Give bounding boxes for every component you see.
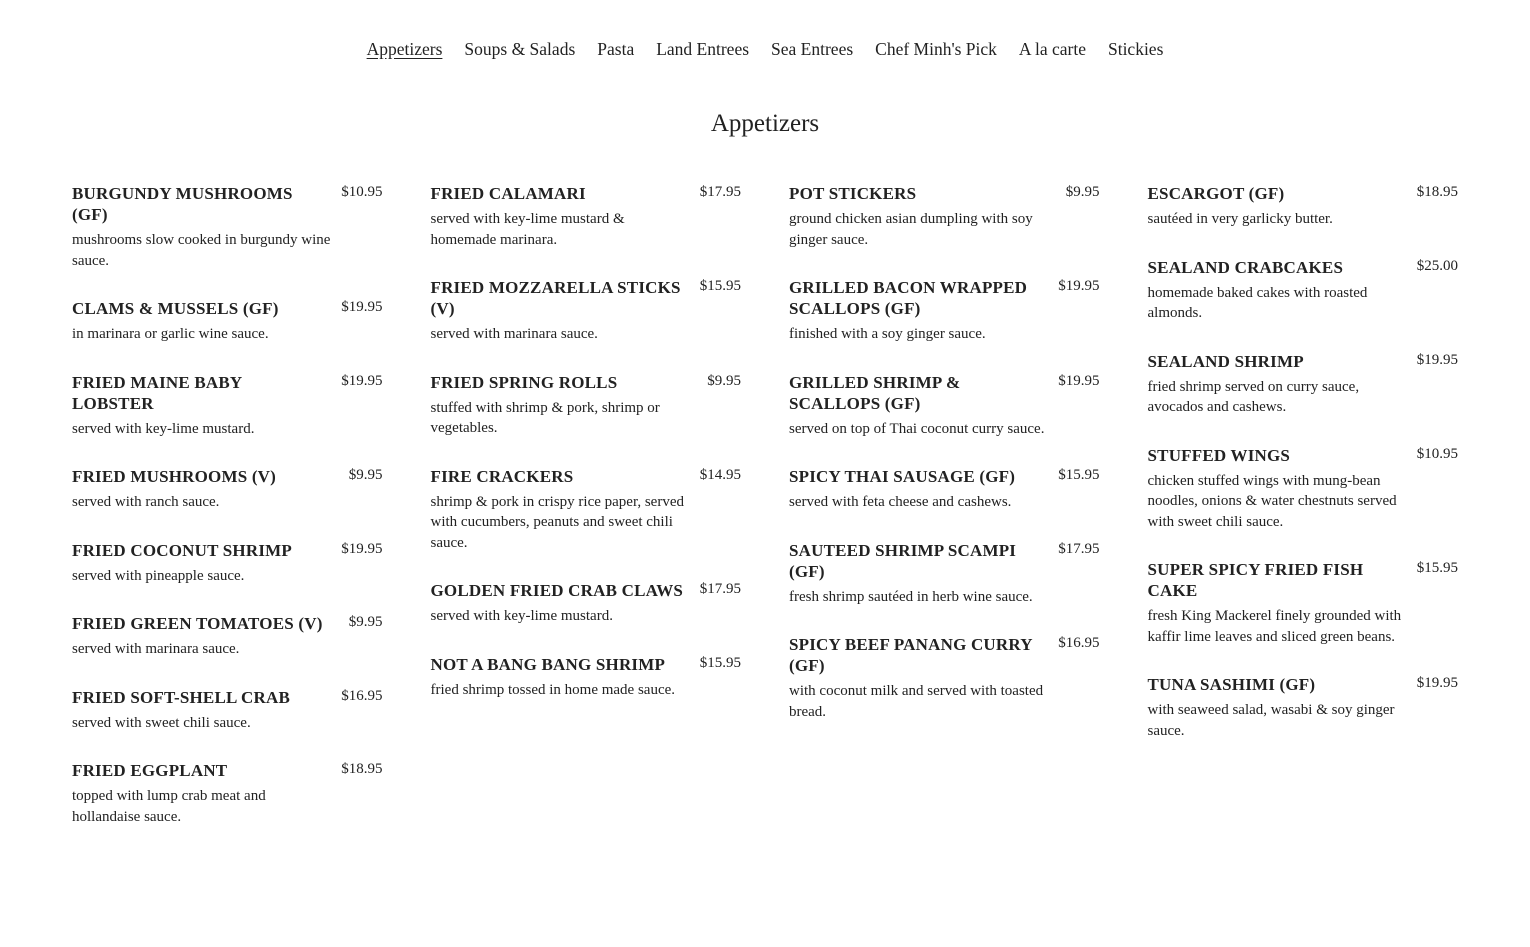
nav-link-a-la-carte[interactable]: A la carte <box>1018 39 1086 59</box>
menu-item-price: $15.95 <box>699 278 741 294</box>
menu-item-header <box>431 372 742 393</box>
menu-item-header <box>431 466 742 487</box>
menu-item <box>72 613 383 660</box>
menu-item-price: $16.95 <box>1058 635 1100 651</box>
menu-item <box>431 277 742 345</box>
menu-item-price: $9.95 <box>707 372 741 389</box>
menu-item <box>1148 674 1459 741</box>
menu-item-name: SPICY BEEF PANANG CURRY (GF) <box>789 635 1033 675</box>
menu-item-name: NOT A BANG BANG SHRIMP <box>430 654 666 674</box>
menu-item-price: $19.95 <box>341 299 383 315</box>
menu-item <box>789 372 1100 440</box>
menu-item <box>789 634 1100 722</box>
menu-item-description: fried shrimp served on curry sauce, avocados and cashews. <box>1147 378 1360 415</box>
menu-item-price: $15.95 <box>1416 560 1458 576</box>
menu-item-name: FIRE CRACKERS <box>430 466 574 486</box>
menu-item-name: BURGUNDY MUSHROOMS (GF) <box>72 184 293 224</box>
menu-item-description: shrimp & pork in crispy rice paper, served with cucumbers, peanuts and sweet chili sauce. <box>430 493 684 551</box>
menu-item-name: FRIED MAINE BABY LOBSTER <box>72 372 242 413</box>
menu-item-name: FRIED COCONUT SHRIMP <box>72 540 292 560</box>
menu-item-header <box>431 183 742 204</box>
menu-item-name: POT STICKERS <box>789 184 917 203</box>
menu-item-price: $10.95 <box>341 184 383 200</box>
menu-item <box>431 654 742 701</box>
menu-item <box>72 760 383 827</box>
menu-item <box>1148 257 1459 324</box>
menu-item-header <box>1148 183 1459 204</box>
menu-item-name: SPICY THAI SAUSAGE (GF) <box>789 467 1016 486</box>
menu-item-header <box>1148 257 1459 278</box>
menu-item-name: GOLDEN FRIED CRAB CLAWS <box>430 581 684 600</box>
menu-column-2 <box>431 183 742 854</box>
menu-item <box>431 466 742 554</box>
menu-item-name: SEALAND CRABCAKES <box>1147 257 1344 277</box>
menu-item-price: $9.95 <box>348 614 383 630</box>
menu-item-header <box>789 372 1100 414</box>
nav-link-chef-minhs-pick[interactable]: Chef Minh's Pick <box>875 39 997 59</box>
menu-item <box>431 580 742 627</box>
menu-item-description: with coconut milk and served with toasted bread. <box>789 683 1044 720</box>
menu-item-name: GRILLED BACON WRAPPED SCALLOPS (GF) <box>789 278 1028 318</box>
menu-item-description: finished with a soy ginger sauce. <box>789 326 986 342</box>
menu-item-description: served with key-lime mustard. <box>430 608 613 624</box>
menu-item <box>72 540 383 587</box>
menu-item-header <box>789 466 1100 487</box>
menu-item-price: $15.95 <box>1058 467 1100 483</box>
menu-item-description: stuffed with shrimp & pork, shrimp or vegetables. <box>430 399 660 436</box>
menu-item-description: served with key-lime mustard. <box>72 420 255 437</box>
menu-item-name: CLAMS & MUSSELS (GF) <box>72 299 279 318</box>
menu-item-description: served with feta cheese and cashews. <box>789 494 1012 510</box>
menu-item-name: SUPER SPICY FRIED FISH CAKE <box>1147 560 1364 600</box>
menu-item-header <box>72 466 383 487</box>
menu-item-header <box>72 613 383 634</box>
menu-item-name: GRILLED SHRIMP & SCALLOPS (GF) <box>789 372 961 413</box>
menu-item-header <box>1148 674 1459 695</box>
menu-item <box>431 372 742 439</box>
menu-item-price: $17.95 <box>699 581 741 597</box>
menu-item-description: topped with lump crab meat and hollandaise sauce. <box>72 788 266 825</box>
menu-item <box>72 372 383 440</box>
menu-item-name: FRIED MUSHROOMS (V) <box>72 467 277 486</box>
menu-item-name: FRIED CALAMARI <box>430 184 586 203</box>
menu-item-header <box>72 687 383 708</box>
menu-item-price: $19.95 <box>1416 351 1458 368</box>
menu-item-price: $19.95 <box>1058 278 1100 294</box>
nav-link-land-entrees[interactable]: Land Entrees <box>656 39 750 59</box>
menu-column-4 <box>1148 183 1459 854</box>
menu-item-name: ESCARGOT (GF) <box>1147 184 1285 203</box>
category-nav <box>0 37 1530 61</box>
menu-item <box>789 466 1100 513</box>
menu-item-description: served on top of Thai coconut curry sauce. <box>789 420 1045 437</box>
menu-item <box>72 183 383 271</box>
menu-item-header <box>789 540 1100 582</box>
menu-item <box>1148 559 1459 647</box>
menu-item-price: $15.95 <box>699 654 741 671</box>
nav-link-appetizers[interactable]: Appetizers <box>366 39 443 59</box>
menu-item-name: FRIED MOZZARELLA STICKS (V) <box>430 278 681 318</box>
menu-item-header <box>789 277 1100 319</box>
menu-item <box>789 540 1100 608</box>
menu-item <box>1148 445 1459 533</box>
menu-item <box>789 183 1100 250</box>
nav-link-sea-entrees[interactable]: Sea Entrees <box>771 39 854 59</box>
menu-item-price: $17.95 <box>699 184 741 200</box>
menu-item-description: chicken stuffed wings with mung-bean noodles, onions & water chestnuts served with sweet chili sauce. <box>1147 472 1397 530</box>
menu-item-name: STUFFED WINGS <box>1147 445 1291 465</box>
menu-item-price: $17.95 <box>1058 540 1100 557</box>
menu-column-3 <box>789 183 1100 854</box>
menu-item <box>72 687 383 734</box>
menu-item <box>72 298 383 345</box>
menu-item-description: fried shrimp tossed in home made sauce. <box>430 681 676 698</box>
menu-item-header <box>72 540 383 561</box>
menu-item-header <box>431 654 742 675</box>
menu-item-description: served with pineapple sauce. <box>72 567 245 584</box>
menu-item-header <box>789 634 1100 676</box>
nav-link-soups-salads[interactable]: Soups & Salads <box>464 39 576 59</box>
menu-item-description: mushrooms slow cooked in burgundy wine sauce. <box>72 232 331 269</box>
menu-item-description: served with sweet chili sauce. <box>72 714 251 731</box>
menu-item-price: $9.95 <box>348 467 383 483</box>
menu-item-price: $18.95 <box>1416 184 1458 200</box>
menu-columns <box>72 183 1458 854</box>
menu-item-price: $25.00 <box>1416 257 1458 274</box>
menu-item-description: served with marinara sauce. <box>430 326 598 342</box>
menu-item-name: FRIED GREEN TOMATOES (V) <box>72 614 323 633</box>
nav-link-pasta[interactable]: Pasta <box>597 39 635 59</box>
menu-item-price: $19.95 <box>341 540 383 557</box>
menu-item-price: $19.95 <box>1058 372 1100 389</box>
menu-item-price: $19.95 <box>341 372 383 389</box>
menu-item-price: $14.95 <box>699 466 741 483</box>
menu-item <box>1148 351 1459 418</box>
menu-item-price: $9.95 <box>1065 184 1100 200</box>
menu-item <box>72 466 383 513</box>
menu-item-name: FRIED SOFT-SHELL CRAB <box>72 687 291 707</box>
menu-item-header <box>1148 445 1459 466</box>
menu-item-price: $18.95 <box>341 761 383 777</box>
section-title: Appetizers <box>710 110 820 137</box>
menu-item-header <box>72 298 383 319</box>
menu-item-description: with seaweed salad, wasabi & soy ginger sauce. <box>1147 702 1395 739</box>
menu-column-1 <box>72 183 383 854</box>
menu-item-header <box>72 372 383 414</box>
menu-item-header <box>72 183 383 225</box>
menu-item-header <box>789 183 1100 204</box>
menu-item-description: in marinara or garlic wine sauce. <box>72 326 269 342</box>
menu-item-price: $19.95 <box>1416 675 1458 691</box>
menu-item-description: ground chicken asian dumpling with soy ginger sauce. <box>789 211 1033 248</box>
menu-item-description: fresh King Mackerel finely grounded with kaffir lime leaves and sliced green beans. <box>1147 608 1402 645</box>
menu-item-description: served with marinara sauce. <box>72 641 240 657</box>
menu-item-name: SEALAND SHRIMP <box>1147 351 1304 371</box>
menu-item-name: FRIED EGGPLANT <box>72 761 228 780</box>
menu-item-header <box>1148 351 1459 372</box>
menu-item-description: served with key-lime mustard & homemade marinara. <box>430 211 625 248</box>
menu-item-header <box>431 580 742 601</box>
menu-item-description: served with ranch sauce. <box>72 494 220 510</box>
menu-item-header <box>72 760 383 781</box>
menu-item <box>431 183 742 250</box>
menu-item-name: TUNA SASHIMI (GF) <box>1147 675 1316 694</box>
menu-item-header <box>431 277 742 319</box>
menu-item-header <box>1148 559 1459 601</box>
nav-link-stickies[interactable]: Stickies <box>1107 39 1164 59</box>
menu-item-name: FRIED SPRING ROLLS <box>430 372 618 392</box>
menu-item <box>789 277 1100 345</box>
menu-item-price: $16.95 <box>341 687 383 704</box>
menu-item <box>1148 183 1459 230</box>
menu-item-description: sautéed in very garlicky butter. <box>1147 211 1333 227</box>
menu-item-description: homemade baked cakes with roasted almonds. <box>1147 284 1368 321</box>
menu-item-name: SAUTEED SHRIMP SCAMPI (GF) <box>789 540 1017 581</box>
menu-item-description: fresh shrimp sautéed in herb wine sauce. <box>789 588 1033 605</box>
menu-item-price: $10.95 <box>1416 445 1458 462</box>
